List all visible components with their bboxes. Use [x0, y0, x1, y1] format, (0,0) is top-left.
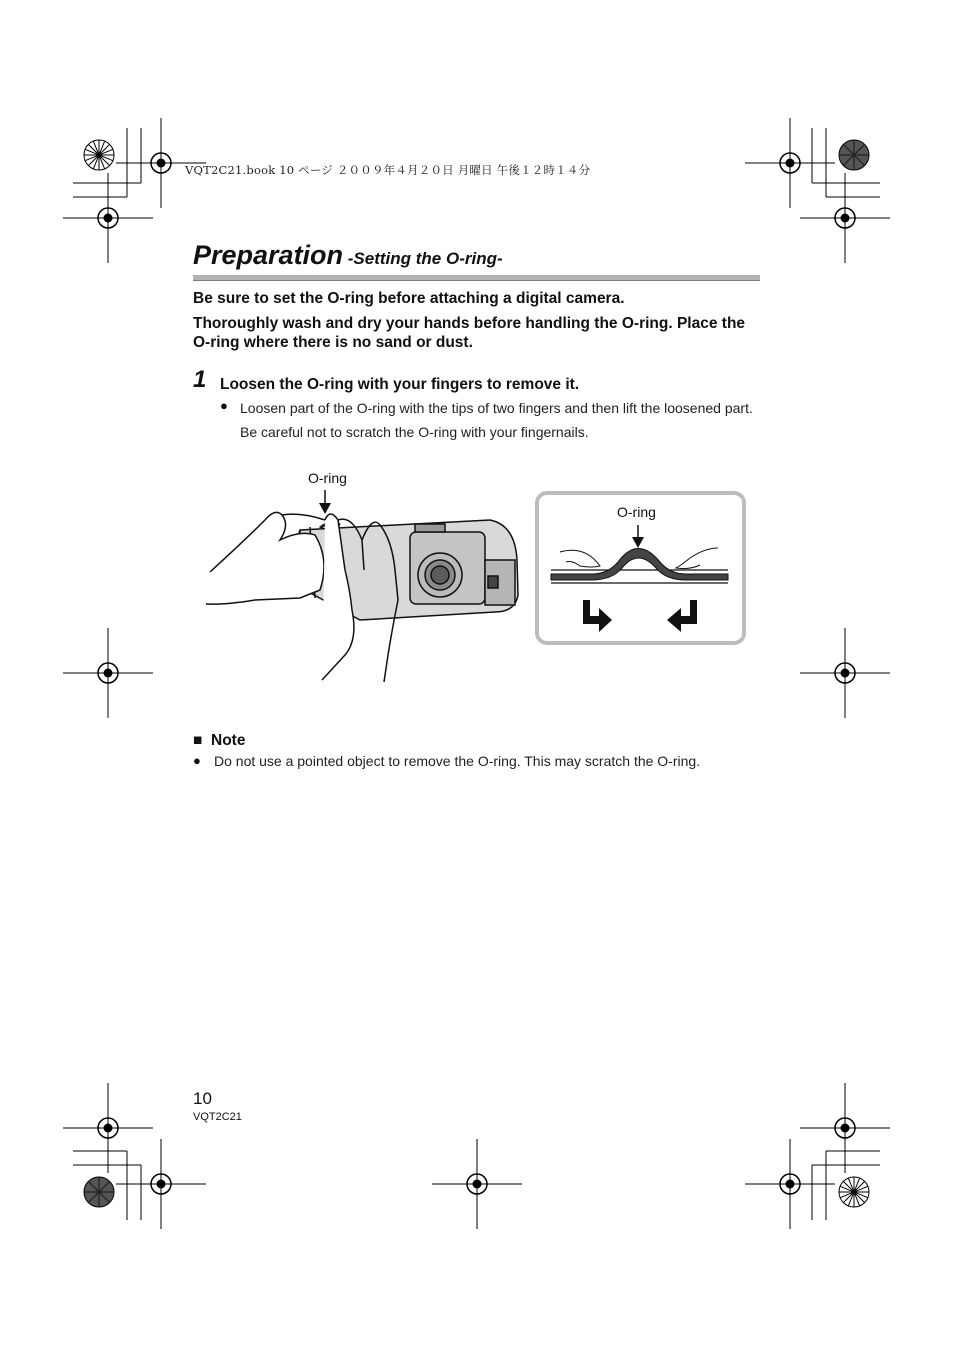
bullet-icon: ●	[220, 398, 228, 413]
intro-line-1: Be sure to set the O-ring before attaching a digital camera.	[193, 290, 625, 307]
square-bullet-icon: ■	[193, 732, 203, 749]
step-number: 1	[193, 366, 207, 393]
bullet-icon: ●	[193, 753, 201, 768]
step-instruction: Loosen the O-ring with your fingers to remove it.	[220, 376, 580, 393]
o-ring-label: O-ring	[308, 470, 347, 486]
housing-drawing	[206, 512, 518, 682]
title-subtitle: -Setting the O-ring-	[343, 249, 503, 268]
pointer-arrow-icon	[319, 490, 331, 514]
print-header-line: VQT2C21.book 10 ページ ２００９年４月２０日 月曜日 午後１２時１４分	[185, 163, 591, 177]
title-main: Preparation	[193, 240, 344, 270]
note-bullet: Do not use a pointed object to remove the O-ring. This may scratch the O-ring.	[214, 753, 701, 769]
intro-line-2: Thoroughly wash and dry your hands before handling the O-ring. Place the O-ring where there is no sand or dust.	[193, 315, 746, 351]
page-number: 10	[193, 1089, 212, 1108]
o-ring-label: O-ring	[617, 504, 656, 520]
document-code: VQT2C21	[193, 1111, 242, 1123]
note-title: Note	[211, 732, 246, 749]
step-bullet: Loosen part of the O-ring with the tips of two fingers and then lift the loosened part. Be careful not to scratch the O-ring with your fingernails.	[240, 400, 753, 440]
note-heading	[193, 732, 245, 750]
